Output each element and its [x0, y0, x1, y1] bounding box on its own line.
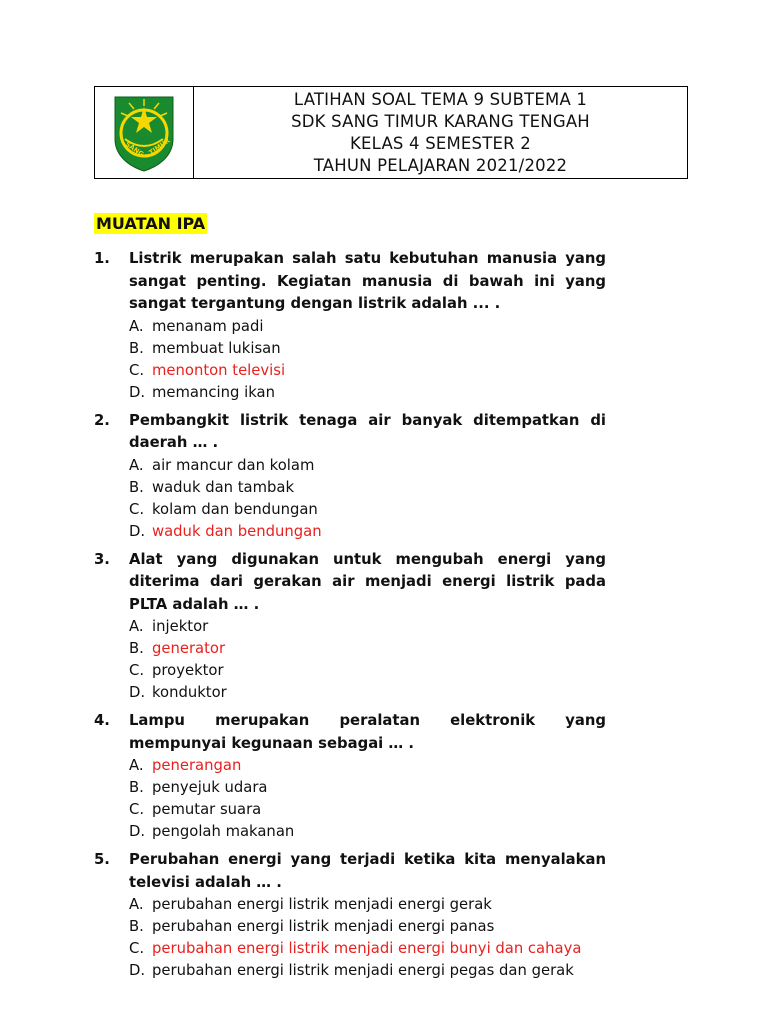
school-logo: [111, 93, 177, 173]
answer-option: [129, 477, 606, 499]
option-text: konduktor: [152, 684, 227, 701]
option-text: menonton televisi: [152, 361, 286, 379]
header-table: [94, 86, 688, 179]
option-text: proyektor: [152, 662, 224, 679]
option-letter: B.: [129, 918, 144, 935]
question-text: Perubahan energi yang terjadi ketika kita menyalakan televisi adalah … .: [129, 851, 606, 891]
answer-option: [129, 916, 606, 938]
question-number: 1.: [94, 250, 110, 267]
option-letter: A.: [129, 317, 144, 335]
option-letter: A.: [129, 456, 144, 474]
question-stem: [94, 248, 606, 316]
answer-option-correct: [129, 638, 606, 660]
option-letter: D.: [129, 962, 146, 979]
title-line-2: SDK SANG TIMUR KARANG TENGAH: [291, 111, 590, 131]
option-letter: C.: [129, 940, 145, 957]
option-letter: C.: [129, 662, 145, 679]
answer-option: [129, 960, 606, 982]
option-text: kolam dan bendungan: [152, 500, 318, 518]
question-text: Alat yang digunakan untuk mengubah energi yang diterima dari gerakan air menjadi energi listrik pada PLTA adalah … .: [129, 550, 606, 613]
option-letter: A.: [129, 618, 144, 635]
question-item: [94, 849, 606, 982]
question-number: 5.: [94, 851, 110, 868]
answer-option-correct: [129, 938, 606, 960]
title-line-1: LATIHAN SOAL TEMA 9 SUBTEMA 1: [293, 89, 588, 109]
answer-option-correct: [129, 521, 606, 543]
option-text: memancing ikan: [152, 383, 275, 401]
option-letter: D.: [129, 383, 146, 401]
option-letter: D.: [129, 522, 146, 540]
section-title: MUATAN IPA: [96, 214, 206, 233]
answer-option: [129, 660, 606, 682]
option-letter: C.: [129, 801, 145, 818]
answer-option: [129, 316, 606, 338]
option-letter: A.: [129, 757, 144, 774]
option-letter: B.: [129, 478, 144, 496]
answer-option: [129, 894, 606, 916]
question-item: [94, 410, 606, 543]
option-text: waduk dan tambak: [152, 478, 295, 496]
option-letter: D.: [129, 684, 146, 701]
answer-options: [129, 894, 606, 982]
answer-options: [129, 455, 606, 543]
answer-option: [129, 382, 606, 404]
header-title: [194, 87, 687, 178]
option-text: perubahan energi listrik menjadi energi bunyi dan cahaya: [152, 940, 582, 957]
question-stem: [94, 410, 606, 455]
answer-option-correct: [129, 755, 606, 777]
answer-options: [129, 616, 606, 704]
option-letter: A.: [129, 896, 144, 913]
question-stem: [94, 710, 606, 755]
answer-option: [129, 821, 606, 843]
title-line-4: TAHUN PELAJARAN 2021/2022: [313, 155, 568, 175]
title-line-3: KELAS 4 SEMESTER 2: [350, 133, 531, 153]
answer-options: [129, 755, 606, 843]
svg-text:SANG: SANG: [123, 139, 146, 158]
answer-option: [129, 338, 606, 360]
option-text: penerangan: [152, 757, 242, 774]
svg-text:TIMUR: TIMUR: [147, 136, 172, 157]
option-text: injektor: [152, 618, 209, 635]
answer-option: [129, 455, 606, 477]
option-text: penyejuk udara: [152, 779, 268, 796]
question-stem: [94, 849, 606, 894]
question-list: [94, 248, 606, 988]
option-text: menanam padi: [152, 317, 264, 335]
option-text: air mancur dan kolam: [152, 456, 315, 474]
option-text: generator: [152, 640, 226, 657]
option-letter: B.: [129, 779, 144, 796]
option-letter: D.: [129, 823, 146, 840]
option-text: membuat lukisan: [152, 339, 281, 357]
question-text: Lampu merupakan peralatan elektronik yang mempunyai kegunaan sebagai … .: [129, 712, 606, 752]
option-letter: B.: [129, 640, 144, 657]
question-item: [94, 710, 606, 843]
answer-options: [129, 316, 606, 404]
question-stem: [94, 549, 606, 617]
question-number: 2.: [94, 411, 110, 429]
answer-option: [129, 777, 606, 799]
logo-cell: [95, 87, 194, 178]
question-number: 3.: [94, 550, 110, 568]
option-letter: B.: [129, 339, 144, 357]
option-text: pemutar suara: [152, 801, 262, 818]
answer-option-correct: [129, 360, 606, 382]
option-text: perubahan energi listrik menjadi energi pegas dan gerak: [152, 962, 574, 979]
answer-option: [129, 799, 606, 821]
question-text: Listrik merupakan salah satu kebutuhan manusia yang sangat penting. Kegiatan manusia di bawah ini yang sangat tergantung dengan listrik adalah ... .: [129, 250, 606, 312]
question-item: [94, 549, 606, 705]
answer-option: [129, 616, 606, 638]
option-text: pengolah makanan: [152, 823, 295, 840]
option-letter: C.: [129, 361, 145, 379]
answer-option: [129, 499, 606, 521]
option-text: waduk dan bendungan: [152, 522, 322, 540]
answer-option: [129, 682, 606, 704]
option-letter: C.: [129, 500, 145, 518]
option-text: perubahan energi listrik menjadi energi panas: [152, 918, 495, 935]
option-text: perubahan energi listrik menjadi energi gerak: [152, 896, 492, 913]
question-text: Pembangkit listrik tenaga air banyak ditempatkan di daerah … .: [129, 411, 606, 451]
question-number: 4.: [94, 712, 110, 729]
question-item: [94, 248, 606, 404]
